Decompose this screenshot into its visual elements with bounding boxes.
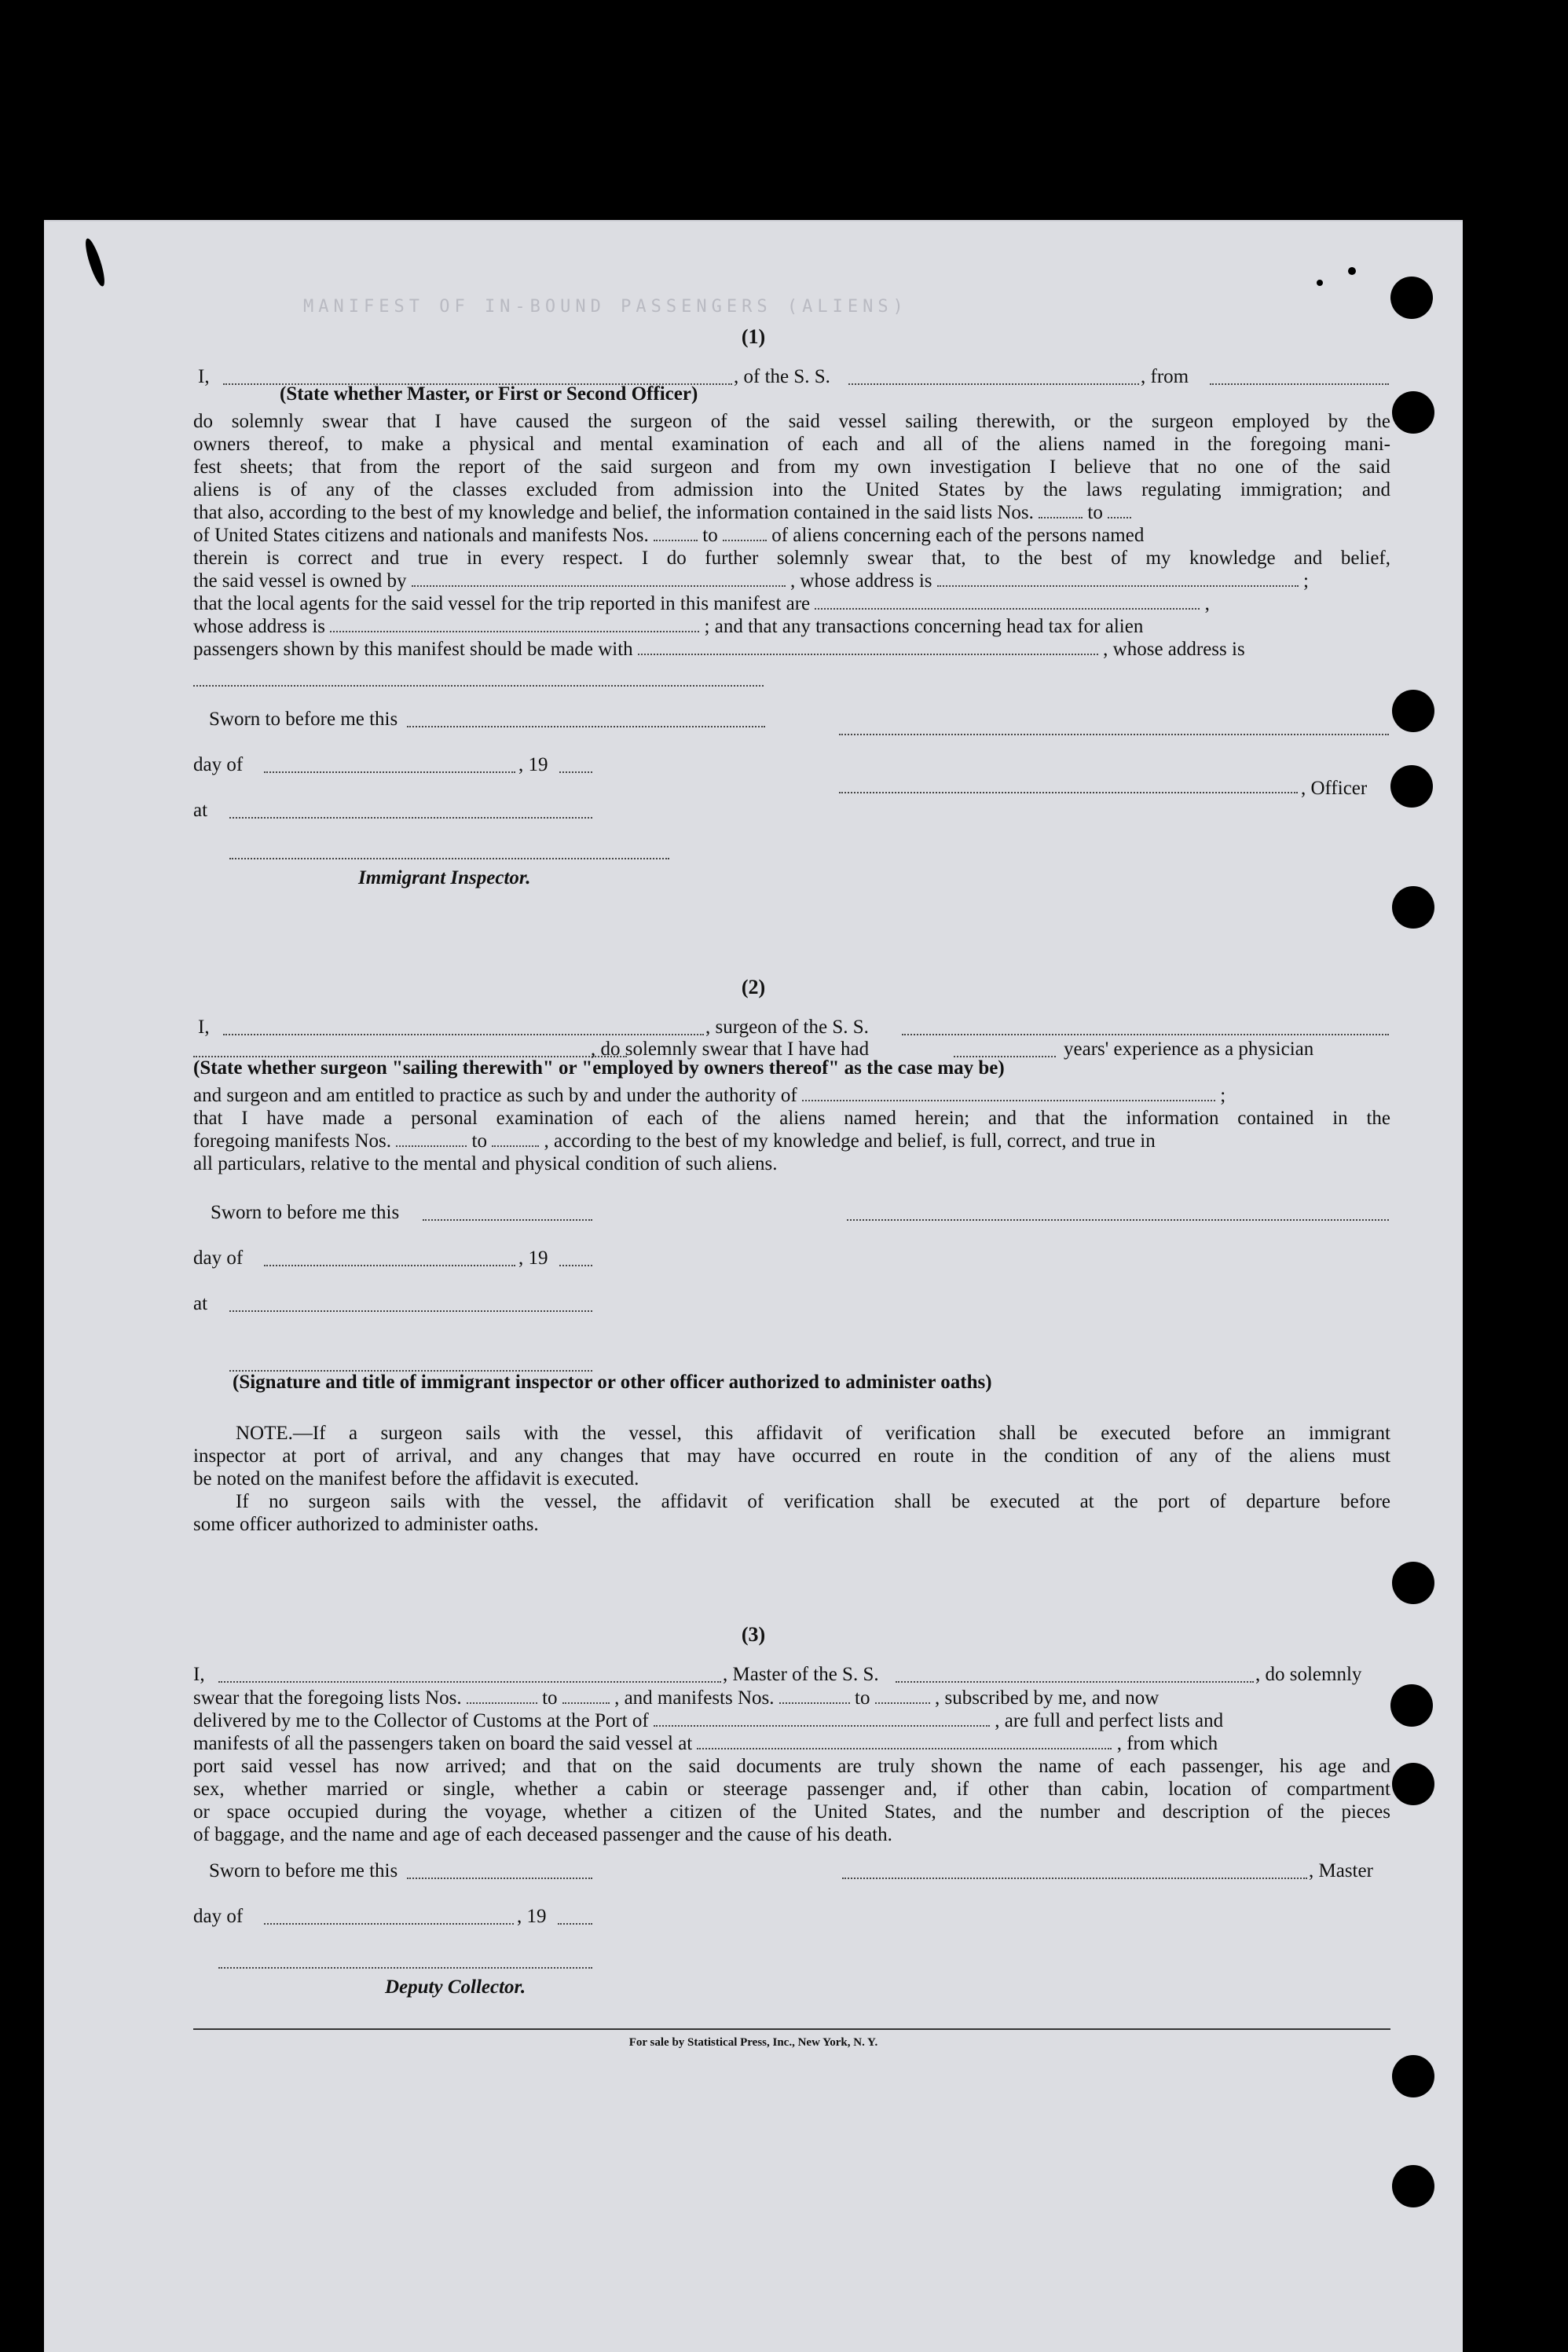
- blank-day-of[interactable]: [264, 1265, 515, 1266]
- blank-head-tax-agent[interactable]: [638, 641, 1098, 655]
- do-solemnly-label: , do solemnly: [1255, 1664, 1362, 1685]
- officer-rank-note: (State whether Master, or First or Second Officer): [280, 383, 698, 405]
- sworn-label: Sworn to before me this: [209, 709, 398, 730]
- at-label: at: [193, 800, 208, 821]
- blank-sworn-date[interactable]: [407, 726, 765, 727]
- oath-text-line: or space occupied during the voyage, whether a citizen of the United States, and the number and description of the pieces: [193, 1801, 1390, 1823]
- semicolon: ;: [1303, 570, 1309, 592]
- oath-text-line: sex, whether married or single, whether a cabin or steerage passenger and, if other than cabin, location of compartment: [193, 1779, 1390, 1800]
- to-label: to: [542, 1687, 558, 1709]
- oath-text-line: [193, 615, 1390, 638]
- blank-year[interactable]: [558, 1923, 592, 1925]
- blank-head-tax-address[interactable]: [193, 685, 764, 687]
- blank-manifest-to[interactable]: [875, 1690, 930, 1704]
- oath-text-line: that I have made a personal examination of each of the aliens named herein; and that the information contained in the: [193, 1108, 1390, 1129]
- oath-text-line: aliens is of any of the classes excluded from admission into the United States by the laws regulating immigration; and: [193, 479, 1390, 500]
- officer-label: , Officer: [1301, 778, 1368, 799]
- blank-master-signature[interactable]: [842, 1878, 1307, 1879]
- oath-text-line: of baggage, and the name and age of each deceased passenger and the cause of his death.: [193, 1824, 892, 1845]
- oath-text-line: [193, 1130, 1390, 1152]
- binder-hole: [1390, 1684, 1433, 1727]
- blank-day-of[interactable]: [264, 1923, 514, 1925]
- blank-at[interactable]: [229, 817, 592, 819]
- whose-address-label: , whose address is: [1103, 639, 1245, 660]
- binder-hole: [1392, 1562, 1434, 1604]
- whose-address-label: , whose address is: [789, 570, 932, 592]
- blank-authority[interactable]: [802, 1087, 1215, 1101]
- at-label: at: [193, 1293, 208, 1314]
- binder-hole: [1392, 391, 1434, 434]
- oath-text-line: [193, 638, 1390, 661]
- from-which-text: , from which: [1116, 1733, 1218, 1754]
- whose-address-text: whose address is: [193, 616, 326, 637]
- ink-smudge: [82, 236, 108, 288]
- according-text: , according to the best of my knowledge and belief, is full, correct, and true in: [544, 1130, 1156, 1152]
- oath-text-line: [193, 570, 1390, 592]
- blank-inspector-signature[interactable]: [229, 858, 669, 859]
- ink-smudge: [1348, 267, 1356, 275]
- to-label: to: [1087, 502, 1103, 523]
- binder-hole: [1392, 690, 1434, 732]
- blank-owner[interactable]: [412, 573, 786, 587]
- binder-hole: [1390, 765, 1433, 808]
- blank-from-port[interactable]: [1210, 383, 1389, 385]
- to-label: to: [702, 525, 718, 546]
- label-of-ss: , of the S. S.: [734, 366, 830, 387]
- printer-imprint: For sale by Statistical Press, Inc., New York, N. Y.: [628, 2036, 878, 2049]
- semicolon: ;: [1220, 1085, 1226, 1106]
- day-of-label: day of: [193, 1247, 244, 1269]
- day-of-label: day of: [193, 754, 244, 775]
- blank-local-agents[interactable]: [815, 595, 1200, 610]
- note-text-line: If no surgeon sails with the vessel, the affidavit of verification shall be executed at the port of departure before: [236, 1491, 1390, 1512]
- blank-collector-signature[interactable]: [218, 1967, 592, 1969]
- swear-text: swear that the foregoing lists Nos.: [193, 1687, 462, 1709]
- blank-port[interactable]: [654, 1713, 990, 1727]
- oath-text-line: [193, 524, 1390, 547]
- blank-year[interactable]: [559, 1265, 592, 1266]
- of-aliens-text: of aliens concerning each of the persons named: [771, 525, 1145, 546]
- master-of-label: , Master of the S. S.: [723, 1664, 879, 1685]
- oath-text-line: therein is correct and true in every respect. I do further solemnly swear that, to the best of my knowledge and belief,: [193, 548, 1390, 569]
- sworn-label: Sworn to before me this: [211, 1202, 400, 1223]
- bleed-through-text: MANIFEST OF IN-BOUND PASSENGERS (ALIENS): [303, 297, 908, 317]
- blank-master-name[interactable]: [218, 1681, 721, 1683]
- blank-manifest-from[interactable]: [396, 1133, 467, 1147]
- blank-officer-title[interactable]: [839, 792, 1298, 793]
- blank-officer-signature[interactable]: [839, 734, 1389, 735]
- blank-sworn-date[interactable]: [423, 1219, 592, 1221]
- blank-vessel-name[interactable]: [896, 1681, 1254, 1683]
- oath-text-line: [193, 1687, 1390, 1709]
- binder-hole: [1392, 2165, 1434, 2207]
- oath-I: I,: [198, 1017, 210, 1038]
- manifests-text: of United States citizens and nationals and manifests Nos.: [193, 525, 649, 546]
- to-label: to: [471, 1130, 487, 1152]
- blank-surgeon-signature[interactable]: [847, 1219, 1389, 1221]
- oath-text-line: [193, 1084, 1390, 1107]
- inspector-label: Immigrant Inspector.: [358, 867, 531, 888]
- label-from: , from: [1141, 366, 1189, 387]
- and-manifests-text: , and manifests Nos.: [614, 1687, 775, 1709]
- blank-surgeon-vessel[interactable]: [902, 1034, 1389, 1035]
- footer-rule: [193, 2028, 1390, 2030]
- binder-hole: [1392, 1763, 1434, 1805]
- binder-hole: [1392, 2055, 1434, 2097]
- oath-text-line: fest sheets; that from the report of the said surgeon and from my own investigation I believe that no one of the said: [193, 456, 1390, 478]
- authority-text: and surgeon and am entitled to practice as such by and under the authority of: [193, 1085, 797, 1106]
- blank-owner-address[interactable]: [937, 573, 1299, 587]
- note-text-line: NOTE.—If a surgeon sails with the vessel, this affidavit of verification shall be executed before an immigrant: [236, 1423, 1390, 1444]
- blank-year[interactable]: [559, 771, 592, 773]
- oath-I: I,: [193, 1664, 205, 1685]
- binder-hole: [1390, 277, 1433, 319]
- surgeon-status-note: (State whether surgeon "sailing therewith" or "employed by owners thereof" as the case may be): [193, 1057, 1005, 1079]
- blank-surgeon-name[interactable]: [223, 1034, 704, 1035]
- year-label: , 19: [518, 1247, 548, 1269]
- blank-vessel-name[interactable]: [848, 383, 1139, 385]
- year-label: , 19: [517, 1906, 547, 1927]
- sworn-label: Sworn to before me this: [209, 1860, 398, 1881]
- subscribed-text: , subscribed by me, and now: [934, 1687, 1160, 1709]
- note-text-line: inspector at port of arrival, and any changes that may have occurred en route in the condition of any of the aliens must: [193, 1445, 1390, 1467]
- blank-at[interactable]: [229, 1310, 592, 1312]
- owned-by-text: the said vessel is owned by: [193, 570, 407, 592]
- oath-text-line: port said vessel has now arrived; and that on the said documents are truly shown the name of each passenger, his age and: [193, 1756, 1390, 1777]
- oath-text-line: [193, 501, 1390, 524]
- note-text-line: some officer authorized to administer oaths.: [193, 1514, 539, 1535]
- oath-text-line: [193, 592, 1390, 615]
- foregoing-text: foregoing manifests Nos.: [193, 1130, 392, 1152]
- section-number: (2): [741, 976, 766, 998]
- section-number: (3): [741, 1623, 766, 1646]
- form-page: [44, 220, 1463, 2352]
- oath-text-line: all particulars, relative to the mental and physical condition of such aliens.: [193, 1153, 778, 1174]
- oath-text-line: [193, 1709, 1390, 1732]
- blank-manifest-to[interactable]: [723, 527, 767, 541]
- binder-hole: [1392, 886, 1434, 929]
- blank-list-from[interactable]: [1039, 504, 1083, 518]
- ink-smudge: [1317, 280, 1323, 286]
- passengers-text: passengers shown by this manifest should be made with: [193, 639, 633, 660]
- blank-boarding-port[interactable]: [697, 1735, 1112, 1749]
- agents-text: that the local agents for the said vessel for the trip reported in this manifest are: [193, 593, 811, 614]
- oath-text-line: [193, 1732, 1390, 1755]
- oath-text-line: do solemnly swear that I have caused the surgeon of the said vessel sailing therewith, or the surgeon employed by the: [193, 411, 1390, 432]
- comma: ,: [1204, 593, 1210, 614]
- signature-title-note: (Signature and title of immigrant inspector or other officer authorized to administer oaths): [233, 1372, 992, 1393]
- blank-manifest-from[interactable]: [779, 1690, 850, 1704]
- blank-list-to[interactable]: [562, 1690, 610, 1704]
- blank-manifest-from[interactable]: [654, 527, 698, 541]
- blank-agent-address[interactable]: [330, 618, 699, 632]
- oath-I: I,: [198, 366, 210, 387]
- year-label: , 19: [518, 754, 548, 775]
- master-label: , Master: [1309, 1860, 1373, 1881]
- to-label: to: [855, 1687, 870, 1709]
- blank-sworn-date[interactable]: [407, 1878, 592, 1879]
- blank-day-of[interactable]: [264, 771, 515, 773]
- lists-text: that also, according to the best of my knowledge and belief, the information contained in the said lists Nos.: [193, 502, 1034, 523]
- perfect-lists-text: , are full and perfect lists and: [995, 1710, 1224, 1731]
- oath-text-line: owners thereof, to make a physical and mental examination of each and all of the aliens named in the foregoing mani-: [193, 434, 1390, 455]
- section-number: (1): [741, 325, 766, 348]
- surgeon-of-label: , surgeon of the S. S.: [705, 1017, 869, 1038]
- blank-list-to[interactable]: [1108, 504, 1131, 518]
- years-label: years' experience as a physician: [1064, 1039, 1314, 1060]
- delivered-text: delivered by me to the Collector of Customs at the Port of: [193, 1710, 649, 1731]
- collector-label: Deputy Collector.: [385, 1976, 526, 1998]
- day-of-label: day of: [193, 1906, 244, 1927]
- note-text-line: be noted on the manifest before the affidavit is executed.: [193, 1468, 639, 1489]
- blank-manifest-to[interactable]: [492, 1133, 539, 1147]
- solemnly-label: , do solemnly swear that I have had: [591, 1039, 870, 1060]
- head-tax-text: ; and that any transactions concerning head tax for alien: [704, 616, 1144, 637]
- blank-list-from[interactable]: [467, 1690, 537, 1704]
- manifests-all-text: manifests of all the passengers taken on board the said vessel at: [193, 1733, 693, 1754]
